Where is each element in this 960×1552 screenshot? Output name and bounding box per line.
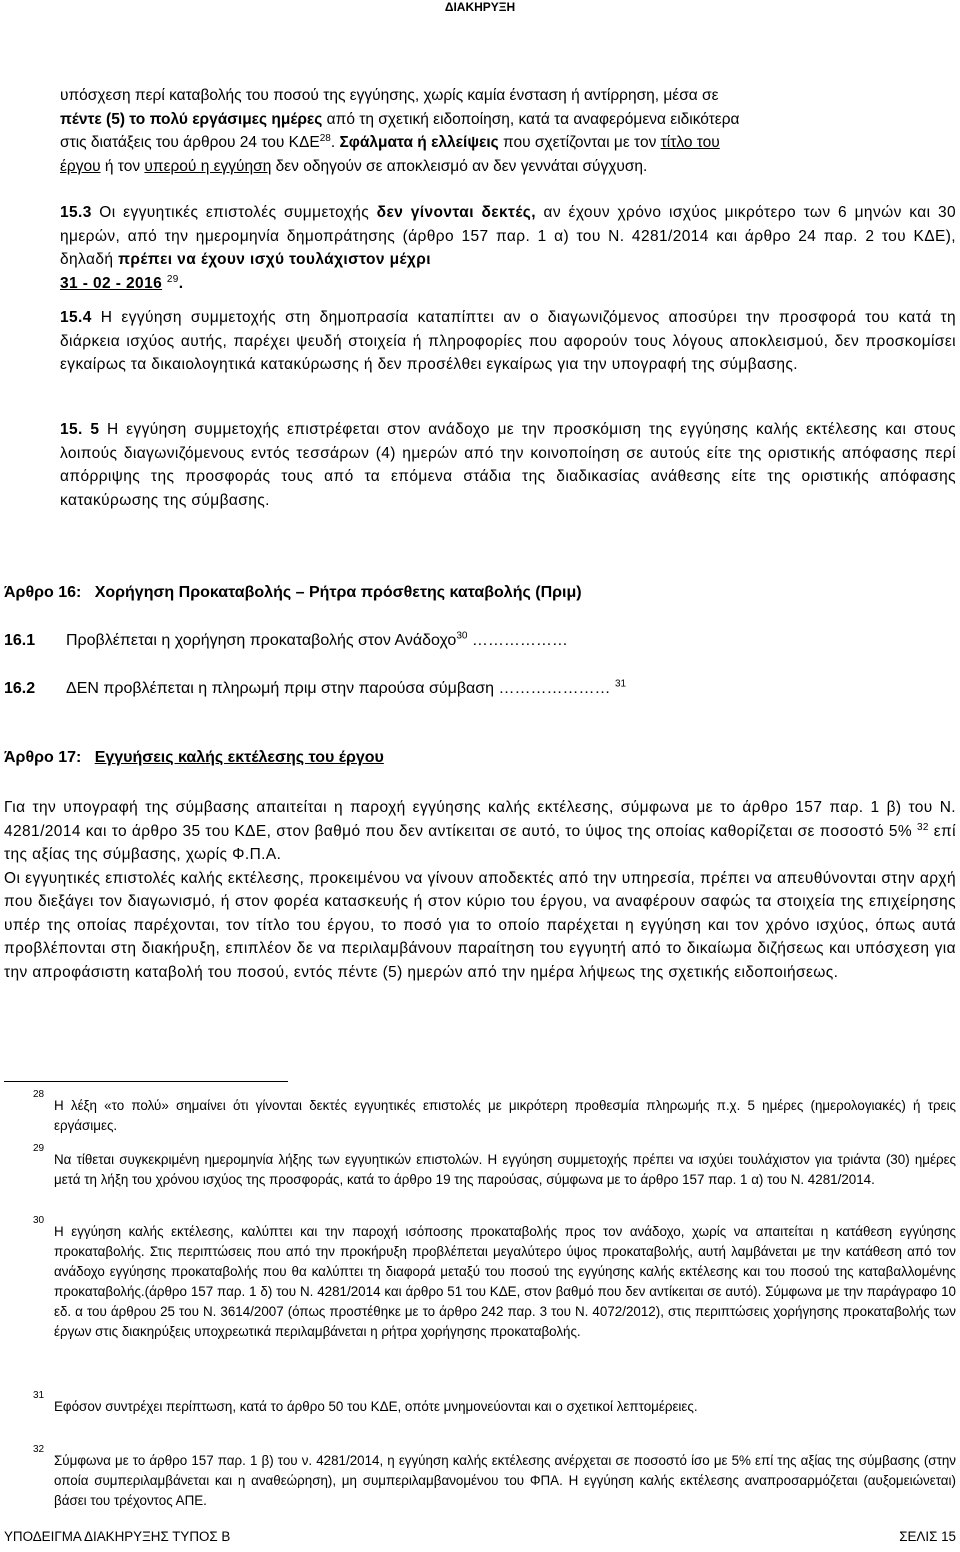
deadline-date: 31 - 02 - 2016 bbox=[60, 274, 163, 292]
page-header-title: ΔΙΑΚΗΡΥΞΗ bbox=[444, 0, 516, 14]
footnote-32: Σύμφωνα με το άρθρο 157 παρ. 1 β) του ν. 4281/2014, η εγγύηση καλής εκτέλεσης ανέρχεται σε ποσοστό ίσο με 5% επί της αξίας της σύμβασης (στην οποία συμπεριλαμβάνεται και η αναθεώρηση), μη συμπεριλαμβανομένου του ΦΠΑ. Η εγγύηση καλής εκτέλεσης αναπροσαρμόζεται (αυξομειώνεται) βάσει του τρέχοντος ΑΠΕ. bbox=[54, 1453, 956, 1508]
article-16-title: Χορήγηση Προκαταβολής – Ρήτρα πρόσθετης καταβολής (Πριμ) bbox=[94, 584, 582, 601]
footnote-number: 30 bbox=[33, 1215, 45, 1226]
clause-16-1: 16.1 Προβλέπεται η χορήγηση προκαταβολής στον Ανάδοχο$^{30}$ ……………… bbox=[4, 630, 568, 649]
intro-paragraph: υπόσχεση περί καταβολής του ποσού της εγγύησης, χωρίς καμία ένσταση ή αντίρρηση, μέσα σε πέντε (5) το πολύ εργάσιμες ημέρες από τη σχετική ειδοποίηση, κατά τα αναφερόμενα ειδικότερα στις διατάξεις του άρθρου 24 του ΚΔΕ$^{28}$. Σφάλματα ή ελλείψεις που σχετίζονται με τον τίτλο του έργου ή τον υπερού η εγγύηση δεν οδηγούν σε αποκλεισμό αν δεν γεννάται σύγχυση. bbox=[60, 87, 740, 175]
footnote-30: Η εγγύηση καλής εκτέλεσης, καλύπτει και την παροχή ισόποσης προκαταβολής προς τον ανάδοχο, χωρίς να απαιτείται η κατάθεση εγγύησης προκαταβολής. Στις περιπτώσεις που από την προκήρυξη προβλέπεται μεγαλύτερο ύψος προκαταβολής, αυτή λαμβάνεται με την κατάθεση από τον ανάδοχο εγγύησης προκαταβολής που θα καλύπτει τη διαφορά μεταξύ του ποσού της εγγύησης καλής εκτέλεσης και του ποσού της καταβαλλομένης προκαταβολής.(άρθρο 157 παρ. 1 δ) του Ν. 4281/2014 και άρθρο 51 του ΚΔΕ, στον βαθμό που δεν αντίκειται σε αυτό). Σύμφωνα με την παράγραφο 10 εδ. α του άρθρου 25 του Ν. 3614/2007 (όπως προστέθηκε με το άρθρο 242 παρ. 3 του Ν. 4072/2012), στις περιπτώσεις χορήγησης προκαταβολής των έργων στις διακηρύξεις υποχρεωτικά περιλαμβάνεται η ρήτρα χορήγησης προκαταβολής. bbox=[54, 1224, 956, 1339]
footnote-number: 31 bbox=[33, 1390, 45, 1401]
footer-document-title: ΥΠΟΔΕΙΓΜΑ ΔΙΑΚΗΡΥΞΗΣ ΤΥΠΟΣ Β bbox=[4, 1529, 231, 1544]
article-17-body: Για την υπογραφή της σύμβασης απαιτείται η παροχή εγγύησης καλής εκτέλεσης, σύμφωνα με το άρθρο 157 παρ. 1 β) του Ν. 4281/2014 και το άρθρο 35 του ΚΔΕ, στον βαθμό που δεν αντίκειται σε αυτό, το ύψος της οποίας καθορίζεται σε ποσοστό 5% $^{32}$ επί της αξίας της σύμβασης, χωρίς Φ.Π.Α. Οι εγγυητικές επιστολές καλής εκτέλεσης, προκειμένου να γίνουν αποδεκτές από την υπηρεσία, πρέπει να απευθύνονται στην αρχή που διεξάγει τον διαγωνισμό, ή στον φορέα κατασκευής ή στον κύριο του έργου, να αναφέρουν σαφώς τα στοιχεία της επιχείρησης υπέρ της οποίας παρέχονται, τον τίτλο του έργου, το ποσό για το οποίο παρέχεται η εγγύηση και τον χρόνο ισχύος, όπως αυτά προβλέπονται στη διακήρυξη, επιπλέον δε να περιλαμβάνουν παραίτηση του εγγυητή από το δικαίωμα διζήσεως και υπόσχεση για την απροφάσιστη καταβολή του ποσού, εντός πέντε (5) ημερών από την ημέρα λήψεως της σχετικής ειδοποιήσεως. bbox=[4, 799, 956, 981]
section-15-5: 15. 5 Η εγγύηση συμμετοχής επιστρέφεται στον ανάδοχο με την προσκόμιση της εγγύησης καλής εκτέλεσης και στους λοιπούς διαγωνιζόμενους εντός τεσσάρων (4) ημερών από την κοινοποίηση σε αυτούς είτε της οριστικής απόφασης περί απόρριψης της προσφοράς τους από τα επόμενα στάδια της διαδικασίας ανάθεσης είτε της οριστικής απόφασης κατακύρωσης της σύμβασης. bbox=[60, 421, 956, 509]
footnote-31: Εφόσον συντρέχει περίπτωση, κατά το άρθρο 50 του ΚΔΕ, οπότε μνημονεύονται και ο σχετικοί λεπτομέρειες. bbox=[54, 1399, 698, 1414]
clause-16-2: 16.2 ΔΕΝ προβλέπεται η πληρωμή πριμ στην παρούσα σύμβαση ………………… $^{31}$ bbox=[4, 678, 627, 697]
section-15-4: 15.4 Η εγγύηση συμμετοχής στη δημοπρασία καταπίπτει αν ο διαγωνιζόμενος αποσύρει την προσφορά του κατά τη διάρκεια ισχύος αυτής, παρέχει ψευδή στοιχεία ή πληροφορίες που αφορούν τους λόγους αποκλεισμού, δεν προσκομίσει εγκαίρως τα δικαιολογητικά κατακύρωσης ή δεν προσέλθει εγκαίρως για την υπογραφή της σύμβασης. bbox=[60, 309, 956, 373]
article-17-heading: Άρθρο 17: Εγγυήσεις καλής εκτέλεσης του έργου bbox=[4, 749, 384, 766]
article-16-heading: Άρθρο 16: Χορήγηση Προκαταβολής – Ρήτρα πρόσθετης καταβολής (Πριμ) bbox=[4, 584, 582, 601]
footnote-ref-29: 29 bbox=[166, 273, 179, 285]
section-number: 15.3 bbox=[60, 204, 92, 221]
footnote-ref-28: 28 bbox=[319, 132, 331, 144]
footnote-29: Να τίθεται συγκεκριμένη ημερομηνία λήξης των εγγυητικών επιστολών. Η εγγύηση συμμετοχής πρέπει να ισχύει τουλάχιστον για τριάντα (30) ημέρες μετά τη λήξη του χρόνου ισχύος της προσφοράς, κατά το άρθρο 19 της παρούσας, σύμφωνα με το άρθρο 157 παρ. 1 α) του Ν. 4281/2014. bbox=[54, 1152, 956, 1187]
footnote-28: Η λέξη «το πολύ» σημαίνει ότι γίνονται δεκτές εγγυητικές επιστολές με μικρότερη προθεσμία πληρωμής π.χ. 5 ημέρες (ημερολογιακές) ή τρεις εργάσιμες. bbox=[54, 1098, 956, 1133]
footnote-ref-32: 32 bbox=[916, 821, 929, 833]
footnote-number: 32 bbox=[33, 1444, 45, 1455]
footnote-separator bbox=[4, 1081, 288, 1082]
footer-page-number: ΣΕΛΙΣ 15 bbox=[899, 1529, 956, 1544]
footnote-number: 28 bbox=[33, 1089, 45, 1100]
article-17-title: Εγγυήσεις καλής εκτέλεσης του έργου bbox=[94, 749, 384, 766]
bold-text: πέντε (5) το πολύ εργάσιμες ημέρες bbox=[60, 110, 323, 128]
footnote-ref-30: 30 bbox=[456, 630, 468, 642]
section-15-3: 15.3 Οι εγγυητικές επιστολές συμμετοχής δεν γίνονται δεκτές, αν έχουν χρόνο ισχύος μικρότερο των 6 μηνών και 30 ημερών, από την ημερομηνία δημοπράτησης (άρθρο 157 παρ. 1 α) του Ν. 4281/2014 και άρθρο 24 παρ. 2 του ΚΔΕ), δηλαδή πρέπει να έχουν ισχύ τουλάχιστον μέχρι 31 - 02 - 2016 $^{29}$. bbox=[60, 204, 957, 292]
section-number: 15. 5 bbox=[60, 421, 100, 438]
footnote-ref-31: 31 bbox=[614, 678, 627, 690]
footnote-number: 29 bbox=[33, 1143, 45, 1154]
section-number: 15.4 bbox=[60, 309, 92, 326]
